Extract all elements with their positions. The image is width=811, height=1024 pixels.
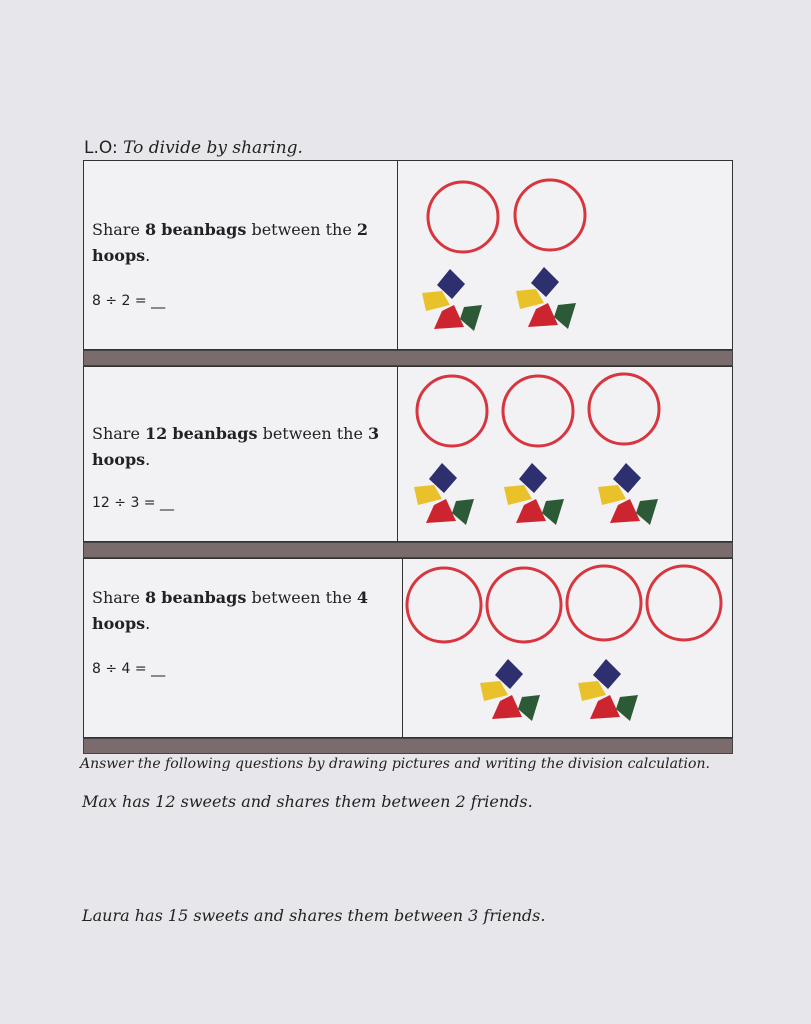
task-text-part: Share <box>92 588 146 607</box>
column-divider <box>397 367 398 541</box>
beanbag-group-icon <box>516 267 576 329</box>
task-1-picture <box>400 161 730 349</box>
task-text-part: between the <box>257 424 369 443</box>
lesson-objective <box>84 138 303 158</box>
beanbag-group-icon <box>598 463 658 525</box>
task-table <box>83 160 733 760</box>
task-hoops-word: hoops <box>92 245 146 265</box>
beanbag-group-icon <box>504 463 564 525</box>
task-hoops-word: hoops <box>92 449 146 469</box>
task-count: 8 <box>145 220 157 239</box>
task-hoop-number: 2 <box>356 220 369 239</box>
task-item: beanbags <box>161 588 247 607</box>
task-row-1 <box>83 160 733 350</box>
column-divider <box>397 161 398 349</box>
task-3-picture <box>404 559 732 737</box>
task-row-2 <box>83 366 733 542</box>
lesson-objective-prefix: L.O: <box>84 138 118 158</box>
task-hoops-word: hoops <box>92 613 146 633</box>
instruction-text: Answer the following questions by drawing pictures and writing the division calculation. <box>80 756 710 772</box>
task-item: beanbags <box>172 424 258 443</box>
task-text-part: between the <box>246 588 357 607</box>
question-1: Max has 12 sweets and shares them between 2 friends. <box>82 792 533 811</box>
task-1-text: Share 8 beanbags between the 2 hoops. <box>92 220 369 265</box>
hoop-icon <box>515 180 585 250</box>
task-2-picture <box>400 367 730 541</box>
hoop-icon <box>487 568 561 642</box>
task-count: 12 <box>145 424 168 443</box>
task-row-3 <box>83 558 733 738</box>
task-2-calculation: 12 ÷ 3 = __ <box>92 495 174 511</box>
beanbag-group-icon <box>422 269 482 331</box>
row-separator <box>83 738 733 754</box>
beanbag-group-icon <box>578 659 638 721</box>
task-hoop-number: 4 <box>356 588 369 607</box>
hoop-icon <box>589 374 659 444</box>
task-text-part: Share <box>92 220 146 239</box>
task-count: 8 <box>145 588 157 607</box>
hoop-icon <box>417 376 487 446</box>
task-2-text: Share 12 beanbags between the 3 hoops. <box>92 424 380 469</box>
hoop-icon <box>428 182 498 252</box>
hoop-icon <box>503 376 573 446</box>
beanbag-group-icon <box>480 659 540 721</box>
row-separator <box>83 542 733 558</box>
task-item: beanbags <box>161 220 247 239</box>
task-1-calculation: 8 ÷ 2 = __ <box>92 293 166 309</box>
column-divider <box>402 559 403 737</box>
row-separator <box>83 350 733 366</box>
task-3-calculation: 8 ÷ 4 = __ <box>92 661 166 677</box>
lesson-objective-text: To divide by sharing. <box>123 138 303 158</box>
task-3-text: Share 8 beanbags between the 4 hoops. <box>92 588 369 633</box>
task-text-part: Share <box>92 424 146 443</box>
question-2: Laura has 15 sweets and shares them between 3 friends. <box>82 906 546 925</box>
hoop-icon <box>407 568 481 642</box>
hoop-icon <box>567 566 641 640</box>
task-hoop-number: 3 <box>368 424 380 443</box>
task-text-part: between the <box>246 220 357 239</box>
hoop-icon <box>647 566 721 640</box>
beanbag-group-icon <box>414 463 474 525</box>
